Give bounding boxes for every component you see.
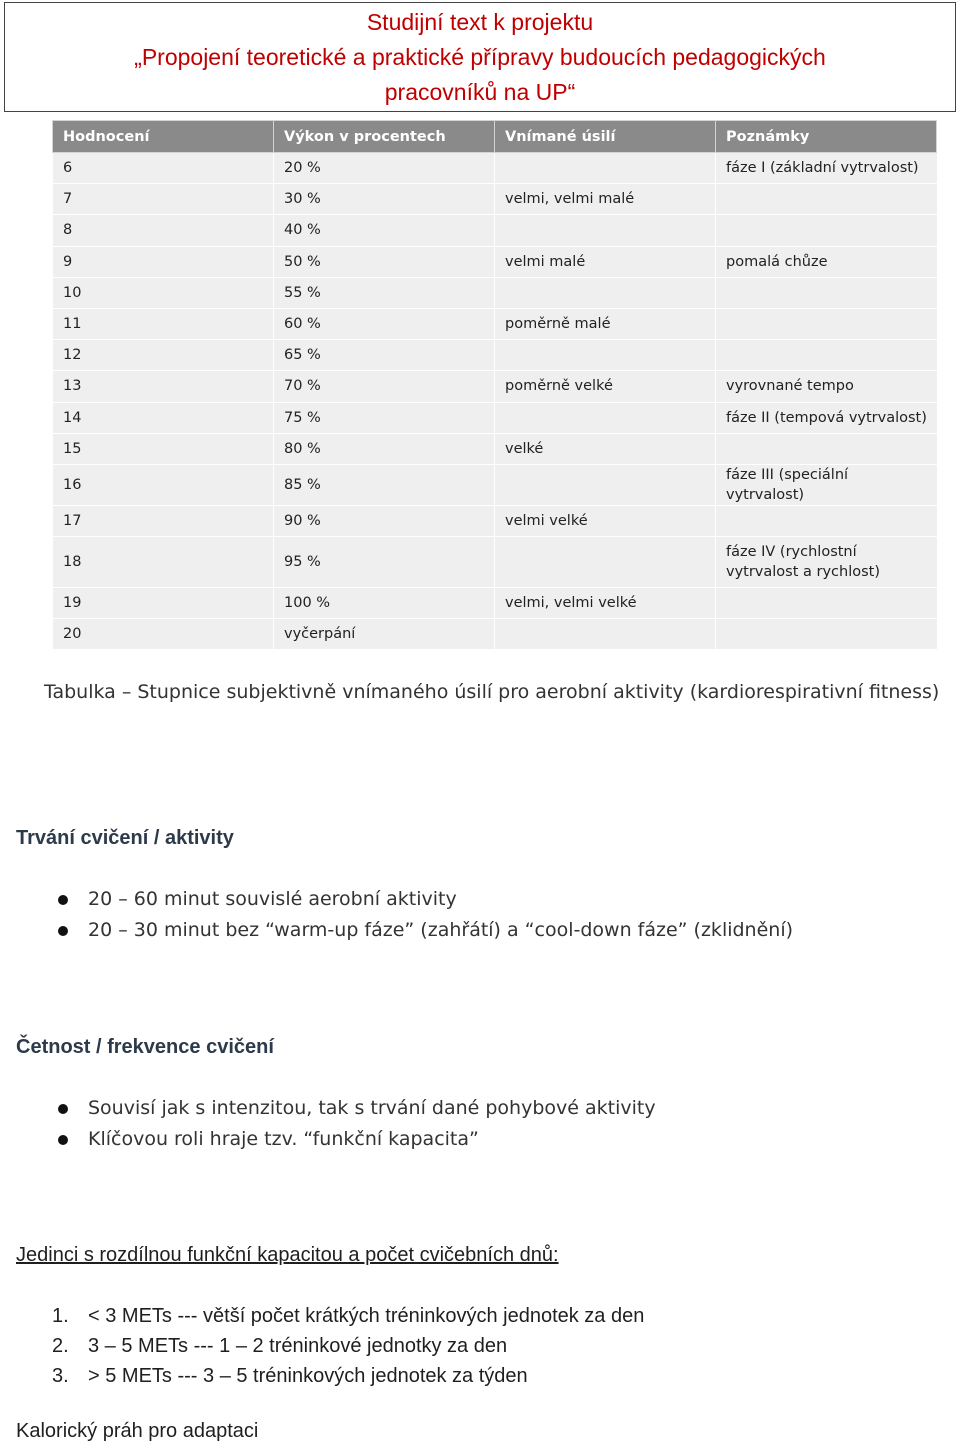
table-cell: 8 — [53, 215, 274, 246]
table-row — [53, 371, 937, 402]
frequency-heading: Četnost / frekvence cvičení — [16, 1036, 274, 1058]
table-cell: fáze III (speciální vytrvalost) — [716, 464, 937, 505]
list-item-text: < 3 METs --- větší počet krátkých tréninkových jednotek za den — [88, 1305, 645, 1327]
table-row — [53, 619, 937, 650]
table-row — [53, 537, 937, 588]
bullet-icon — [58, 1104, 68, 1114]
table-cell: 10 — [53, 277, 274, 308]
table-cell — [495, 464, 716, 505]
table-cell: 7 — [53, 184, 274, 215]
table-row — [53, 215, 937, 246]
table-cell: 16 — [53, 464, 274, 505]
table-cell — [716, 215, 937, 246]
list-item — [58, 1124, 656, 1155]
table-cell: velmi malé — [495, 246, 716, 277]
table-cell: 65 % — [274, 340, 495, 371]
list-item-text: 3 – 5 METs --- 1 – 2 tréninkové jednotky za den — [88, 1335, 508, 1357]
caloric-threshold-heading: Kalorický práh pro adaptaci — [16, 1420, 259, 1442]
list-item — [58, 1093, 656, 1124]
table-cell — [716, 184, 937, 215]
header-line-1: Studijní text k projektu — [366, 8, 594, 35]
table-cell: 40 % — [274, 215, 495, 246]
table-caption: Tabulka – Stupnice subjektivně vnímaného úsilí pro aerobní aktivity (kardiorespirativní fitness) — [44, 681, 940, 703]
list-item-text: 20 – 30 minut bez “warm-up fáze” (zahřátí) a “cool-down fáze” (zklidnění) — [88, 919, 794, 941]
column-header: Výkon v procentech — [274, 121, 495, 153]
table-cell: velmi velké — [495, 505, 716, 536]
table-cell: 50 % — [274, 246, 495, 277]
list-item — [58, 915, 793, 946]
table-cell: fáze I (základní vytrvalost) — [716, 153, 937, 184]
table-cell: 13 — [53, 371, 274, 402]
table-cell — [495, 277, 716, 308]
table-cell — [716, 340, 937, 371]
table-cell: 15 — [53, 433, 274, 464]
column-header: Hodnocení — [53, 121, 274, 153]
table-cell: 55 % — [274, 277, 495, 308]
table-row — [53, 402, 937, 433]
table-row — [53, 277, 937, 308]
capacity-heading: Jedinci s rozdílnou funkční kapacitou a počet cvičebních dnů: — [16, 1244, 559, 1266]
table-body — [53, 153, 937, 650]
table-cell — [716, 433, 937, 464]
table-cell: 30 % — [274, 184, 495, 215]
table-cell — [495, 340, 716, 371]
table-cell: 80 % — [274, 433, 495, 464]
table-cell: pomalá chůze — [716, 246, 937, 277]
rpe-scale-table — [52, 120, 937, 650]
table-cell: 90 % — [274, 505, 495, 536]
header-line-3: pracovníků na UP“ — [384, 78, 576, 105]
table-row — [53, 308, 937, 339]
bullet-icon — [58, 895, 68, 905]
table-row — [53, 588, 937, 619]
table-cell — [495, 619, 716, 650]
table-cell: 20 % — [274, 153, 495, 184]
column-header: Poznámky — [716, 121, 937, 153]
list-number: 1. — [52, 1305, 69, 1327]
table-header-row — [53, 121, 937, 153]
list-item — [52, 1301, 644, 1331]
list-item — [52, 1361, 644, 1391]
table-cell: velmi, velmi velké — [495, 588, 716, 619]
duration-heading: Trvání cvičení / aktivity — [16, 827, 234, 849]
table-cell: 6 — [53, 153, 274, 184]
table-cell — [716, 505, 937, 536]
list-item-text: Klíčovou roli hraje tzv. “funkční kapacita” — [88, 1128, 479, 1150]
header-line-2: „Propojení teoretické a praktické přípravy budoucích pedagogických — [134, 43, 826, 70]
list-number: 3. — [52, 1365, 69, 1387]
table-cell — [716, 308, 937, 339]
table-cell — [716, 588, 937, 619]
list-item-text: Souvisí jak s intenzitou, tak s trvání dané pohybové aktivity — [88, 1097, 656, 1119]
table-cell: 70 % — [274, 371, 495, 402]
document-header — [4, 2, 956, 112]
list-item — [52, 1331, 644, 1361]
table-row — [53, 340, 937, 371]
table-cell: 14 — [53, 402, 274, 433]
table-row — [53, 246, 937, 277]
table-row — [53, 433, 937, 464]
table-cell — [495, 215, 716, 246]
table-row — [53, 153, 937, 184]
frequency-list — [58, 1093, 656, 1155]
table-cell: 60 % — [274, 308, 495, 339]
table-cell: 85 % — [274, 464, 495, 505]
table-row — [53, 464, 937, 505]
table-cell — [716, 277, 937, 308]
table-cell: 17 — [53, 505, 274, 536]
table-cell — [495, 402, 716, 433]
duration-list — [58, 884, 793, 946]
table-cell: velmi, velmi malé — [495, 184, 716, 215]
bullet-icon — [58, 926, 68, 936]
list-item — [58, 884, 793, 915]
table-cell: vyčerpání — [274, 619, 495, 650]
table-row — [53, 184, 937, 215]
capacity-list — [52, 1301, 644, 1391]
table-cell: poměrně malé — [495, 308, 716, 339]
table-cell: 20 — [53, 619, 274, 650]
table-cell: 19 — [53, 588, 274, 619]
table-cell — [495, 153, 716, 184]
table-cell — [495, 537, 716, 588]
table-cell: 100 % — [274, 588, 495, 619]
table-cell: velké — [495, 433, 716, 464]
table-cell: 95 % — [274, 537, 495, 588]
table-cell: 75 % — [274, 402, 495, 433]
list-number: 2. — [52, 1335, 69, 1357]
table-cell: 11 — [53, 308, 274, 339]
list-item-text: 20 – 60 minut souvislé aerobní aktivity — [88, 888, 457, 910]
table-cell — [716, 619, 937, 650]
table-cell: fáze II (tempová vytrvalost) — [716, 402, 937, 433]
column-header: Vnímané úsilí — [495, 121, 716, 153]
table-cell: fáze IV (rychlostní vytrvalost a rychlost) — [716, 537, 937, 588]
table-cell: vyrovnané tempo — [716, 371, 937, 402]
table-row — [53, 505, 937, 536]
table-cell: 12 — [53, 340, 274, 371]
table-cell: 9 — [53, 246, 274, 277]
bullet-icon — [58, 1135, 68, 1145]
table-cell: 18 — [53, 537, 274, 588]
table-cell: poměrně velké — [495, 371, 716, 402]
list-item-text: > 5 METs --- 3 – 5 tréninkových jednotek za týden — [88, 1365, 528, 1387]
